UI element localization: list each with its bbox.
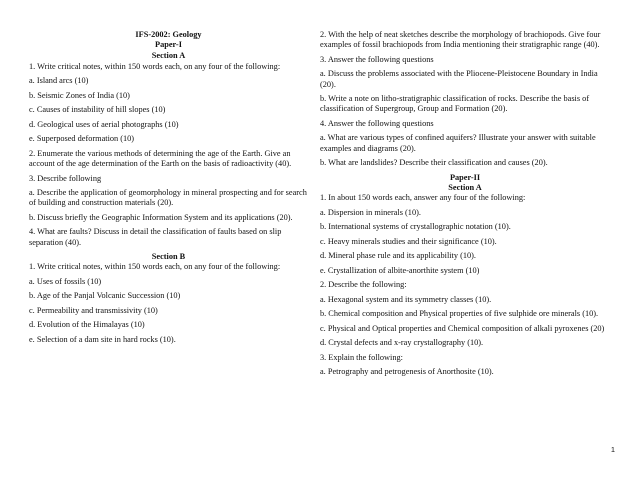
question-text: a. Discuss the problems associated with the Pliocene-Pleistocene Boundary in India (20). xyxy=(320,69,598,89)
question-text: a. What are various types of confined aquifers? Illustrate your answer with suitable examples and diagrams (20). xyxy=(320,133,596,153)
question-text: 1. In about 150 words each, answer any four of the following: xyxy=(320,193,526,203)
paper-i-heading: Paper-I xyxy=(155,40,182,50)
question-text: e. Crystallization of albite-anorthite system (10) xyxy=(320,265,480,275)
question-text: d. Crystal defects and x-ray crystallography (10). xyxy=(320,338,484,348)
question-text: a. Describe the application of geomorphology in mineral prospecting and for search of building and construction materials (20). xyxy=(29,188,307,208)
question-text: d. Mineral phase rule and its applicability (10). xyxy=(320,251,476,261)
question-text: 2. With the help of neat sketches describe the morphology of brachiopods. Give four examples of fossil brachiopods from India mentioning their stratigraphic range (40). xyxy=(320,30,601,50)
paper-i-section-a-heading: Section A xyxy=(151,50,186,60)
left-column xyxy=(29,30,308,349)
question-text: d. Evolution of the Himalayas (10) xyxy=(29,320,145,330)
question-text: d. Geological uses of aerial photographs (10) xyxy=(29,119,179,129)
question-text: a. Petrography and petrogenesis of Anorthosite (10). xyxy=(320,366,494,376)
question-text: b. Write a note on litho-stratigraphic classification of rocks. Describe the basis of classification of Supergroup, Group and Formation (20). xyxy=(320,94,590,114)
document-title: IFS-2002: Geology xyxy=(135,30,202,39)
question-text: 3. Explain the following: xyxy=(320,352,403,362)
question-text: b. Chemical composition and Physical properties of five sulphide ore minerals (10). xyxy=(320,309,599,319)
right-column xyxy=(320,30,610,381)
question-text: 1. Write critical notes, within 150 words each, on any four of the following: xyxy=(29,61,281,71)
question-text: e. Superposed deformation (10) xyxy=(29,134,135,144)
question-text: 4. What are faults? Discuss in detail the classification of faults based on slip separation (40). xyxy=(29,227,282,247)
paper-i-section-b-heading: Section B xyxy=(151,252,186,262)
question-text: b. What are landslides? Describe their classification and causes (20). xyxy=(320,158,548,168)
question-text: b. Seismic Zones of India (10) xyxy=(29,90,130,100)
question-text: c. Causes of instability of hill slopes (10) xyxy=(29,105,166,115)
question-text: a. Uses of fossils (10) xyxy=(29,276,102,286)
page-number: 1 xyxy=(610,445,615,454)
question-text: 3. Describe following xyxy=(29,173,102,183)
question-text: a. Dispersion in minerals (10). xyxy=(320,207,421,217)
question-text: c. Physical and Optical properties and Chemical composition of alkali pyroxenes (20) xyxy=(320,323,605,333)
question-text: e. Selection of a dam site in hard rocks (10). xyxy=(29,334,176,344)
paper-ii-section-a-heading: Section A xyxy=(448,182,482,192)
question-text: 1. Write critical notes, within 150 words each, on any four of the following: xyxy=(29,262,281,272)
question-text: 2. Describe the following: xyxy=(320,280,407,290)
question-text: 3. Answer the following questions xyxy=(320,54,434,64)
question-text: b. Age of the Panjal Volcanic Succession (10) xyxy=(29,291,181,301)
question-text: b. International systems of crystallographic notation (10). xyxy=(320,222,511,232)
question-text: b. Discuss briefly the Geographic Information System and its applications (20). xyxy=(29,212,293,222)
paper-ii-heading: Paper-II xyxy=(449,172,481,182)
question-text: a. Island arcs (10) xyxy=(29,76,89,86)
question-text: c. Heavy minerals studies and their significance (10). xyxy=(320,236,497,246)
question-text: a. Hexagonal system and its symmetry classes (10). xyxy=(320,294,492,304)
question-text: c. Permeability and transmissivity (10) xyxy=(29,305,158,315)
question-text: 2. Enumerate the various methods of determining the age of the Earth. Give an account of the age determination of the Earth on the basis of radioactivity (40). xyxy=(29,148,292,169)
question-text: 4. Answer the following questions xyxy=(320,118,434,128)
